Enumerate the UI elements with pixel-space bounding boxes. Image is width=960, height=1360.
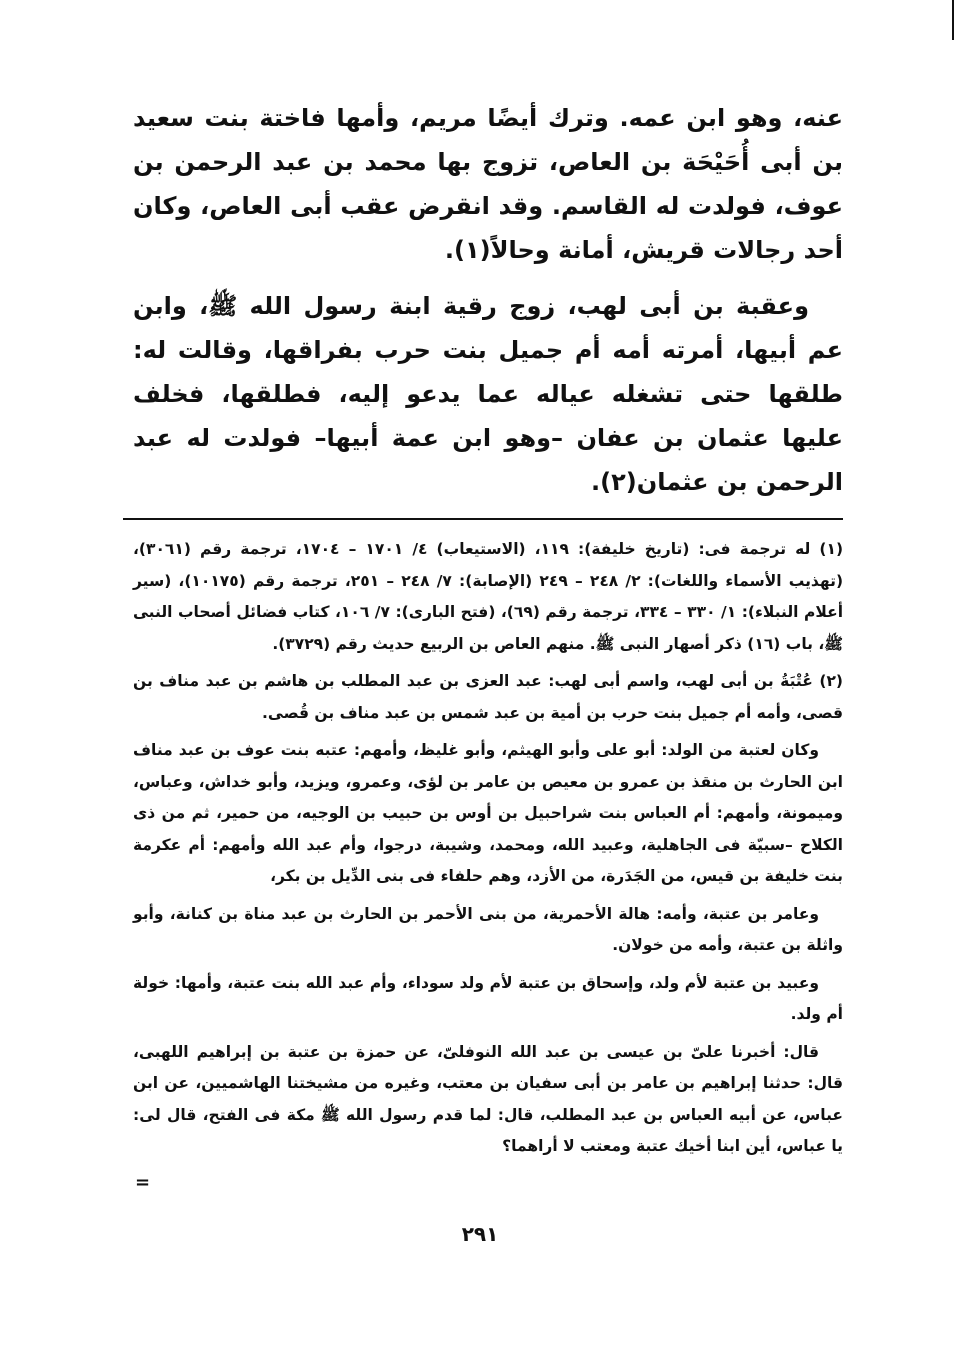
footnote-2-ubaid: وعبيد بن عتبة لأم ولد، وإسحاق بن عتبة لأم ولد سوداء، وأم عبد الله بنت عتبة، وأمها: خولة أم ولد.	[133, 973, 843, 1023]
footnote-separator	[123, 518, 843, 520]
continuation-mark: =	[135, 1172, 151, 1193]
footnote-2-amir: وعامر بن عتبة، وأمه: هالة الأحمرية، من بنى الأحمر بن الحارث بن عبد مناة بن كنانة، وأبو واثلة بن عتبة، وأمه من خولان.	[133, 904, 843, 954]
page-number: ٢٩١	[461, 1222, 499, 1246]
footnote-1: (١) له ترجمة فى: (تاريخ خليفة): ١١٩، (الاستيعاب) ٤/ ١٧٠١ – ١٧٠٤، ترجمة رقم (٣٠٦١)، (تهذيب الأسماء واللغات): ٢/ ٢٤٨ – ٢٤٩ (الإصابة): ٧/ ٢٤٨ – ٢٥١، ترجمة رقم (١٠١٧٥)، (سير أعلام النبلاء): ١/ ٣٣٠ – ٣٣٤، ترجمة رقم (٦٩)، (فتح البارى): ٧/ ١٠٦، كتاب فضائل أصحاب النبى ﷺ، باب (١٦) ذكر أصهار النبى ﷺ. منهم العاص بن الربيع حديث رقم (٣٧٢٩).	[133, 540, 844, 653]
main-paragraph-2: وعقبة بن أبى لهب، زوج رقية ابنة رسول الله ﷺ، وابن عم أبيها، أمرته أمه أم جميل بنت حرب بفراقها، وقالت له: طلقها حتى تشغله عياله عما يدعو إليه، فطلقها، فخلف عليها عثمان بن عفان –وهو ابن عمة أبيها– فولدت له عبد الرحمن بن عثمان(٢).	[133, 292, 843, 496]
main-paragraph-1: عنه، وهو ابن عمه. وترك أيضًا مريم، وأمها فاختة بنت سعيد بن أبى أُحَيْحَة بن العاص، تزوج بها محمد بن عبد الرحمن بن عوف، فولدت له القاسم. وقد انقرض عقب أبى العاص، وكان أحد رجالات قريش، أمانة وحالاً(١).	[133, 104, 843, 264]
footnote-2: (٢) عُتْبَةُ بن أبى لهب، واسم أبى لهب: عبد العزى بن عبد المطلب بن هاشم بن عبد مناف بن قصى، وأمه أم جميل بنت حرب بن أمية بن عبد شمس بن عبد مناف بن قُصى.	[133, 672, 843, 722]
footnotes-section	[133, 534, 843, 1163]
footnote-2-narration: قال: أخبرنا علىّ بن عيسى بن عبد الله النوفلىّ، عن حمزة بن عتبة بن إبراهيم اللهبى، قال: حدثنا إبراهيم بن عامر بن أبى سفيان بن معتب، وغيره من مشيختنا الهاشميين، عن ابن عباس، عن أبيه العباس بن عبد المطلب، قال: لما قدم رسول الله ﷺ مكة فى الفتح، قال لى: يا عباس، أين ابنا أخيك عتبة ومعتب لا أراهما؟	[133, 1042, 843, 1155]
scan-edge-mark	[952, 0, 954, 40]
footnote-2-children: وكان لعتبة من الولد: أبو على وأبو الهيثم، وأبو غليظ، وأمهم: عتبه بنت عوف بن عبد مناف ابن الحارث بن منقذ بن عمرو بن معيص بن عامر بن لؤى، وعمرو، ويزيد، وأبو خداش، وعباس، وميمونة، وأمهم: أم العباس بنت شراحبيل بن أوس بن حبيب بن الوجيه، من حمير، ثم من ذى الكلاح –سبيّة فى الجاهلية، وعبيد الله، ومحمد، وشيبة، درجوا، وأم عبد الله وأمهم: أم عكرمة بنت خليفة بن قيس، من الجَدَرة، من الأزد، وهم حلفاء فى بنى الدِّيل بن بكر،	[133, 741, 843, 885]
page-body	[133, 96, 843, 1169]
